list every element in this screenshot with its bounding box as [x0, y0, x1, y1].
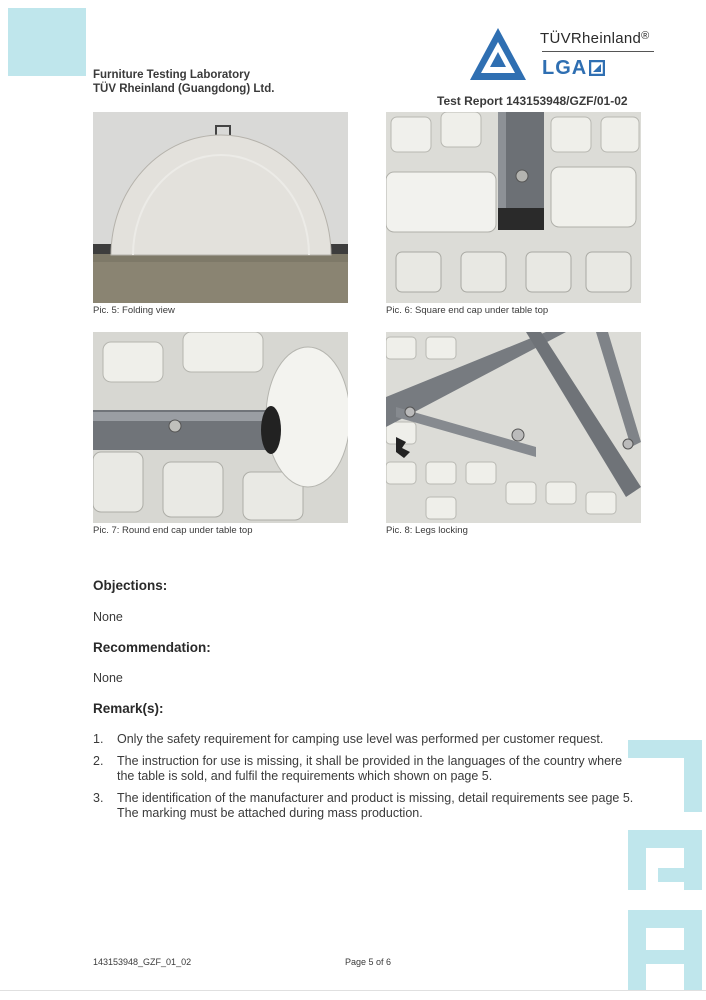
remark-number: 3.: [93, 790, 104, 805]
caption-pic7: Pic. 7: Round end cap under table top: [93, 525, 253, 536]
logo-lga: [542, 57, 605, 80]
logo-lga-text: LGA: [542, 57, 588, 79]
remark-number: 2.: [93, 753, 104, 768]
tuv-triangle-icon: [468, 26, 528, 82]
remarks-heading: Remark(s):: [93, 701, 164, 716]
remark-number: 1.: [93, 732, 104, 746]
photo-legs-locking: [386, 332, 641, 523]
list-item: [93, 791, 638, 822]
lga-box-icon: [589, 60, 605, 76]
objections-heading: Objections:: [93, 578, 168, 593]
logo-registered-mark: ®: [641, 30, 650, 42]
footer-doc-id: 143153948_GZF_01_02: [93, 957, 192, 967]
remark-text: Only the safety requirement for camping use level was performed per customer request.: [117, 732, 604, 746]
remarks-list: [93, 732, 638, 828]
tuv-lga-logo: [468, 26, 668, 86]
lab-name-line2: TÜV Rheinland (Guangdong) Ltd.: [93, 83, 275, 95]
report-number: Test Report 143153948/GZF/01-02: [437, 94, 628, 108]
photo-folding-view: [93, 112, 348, 303]
photo-square-end-cap: [386, 112, 641, 303]
list-item: [93, 732, 638, 748]
footer-page-number: Page 5 of 6: [345, 957, 392, 967]
recommendation-text: None: [93, 671, 123, 685]
caption-pic5: Pic. 5: Folding view: [93, 305, 175, 316]
lab-name: [93, 68, 274, 96]
caption-pic8: Pic. 8: Legs locking: [386, 525, 468, 536]
photo-round-end-cap: [93, 332, 348, 523]
recommendation-heading: Recommendation:: [93, 640, 211, 655]
bottom-divider: [0, 990, 706, 991]
caption-pic6: Pic. 6: Square end cap under table top: [386, 305, 549, 316]
lga-watermark-icon: [628, 740, 702, 990]
remark-text: The identification of the manufacturer and product is missing, detail requirements see page 5. The marking must be attached during mass production.: [117, 790, 634, 820]
logo-brand-text: TÜVRheinland: [540, 30, 642, 47]
logo-brand: [540, 30, 650, 47]
remark-text: The instruction for use is missing, it shall be provided in the languages of the country where the table is sold, and fulfil the requirements which shown on page 5.: [117, 753, 623, 783]
lab-name-line1: Furniture Testing Laboratory: [93, 69, 250, 81]
list-item: [93, 754, 638, 785]
objections-text: None: [93, 610, 123, 624]
logo-divider: [542, 51, 654, 52]
corner-decoration: [8, 8, 86, 76]
